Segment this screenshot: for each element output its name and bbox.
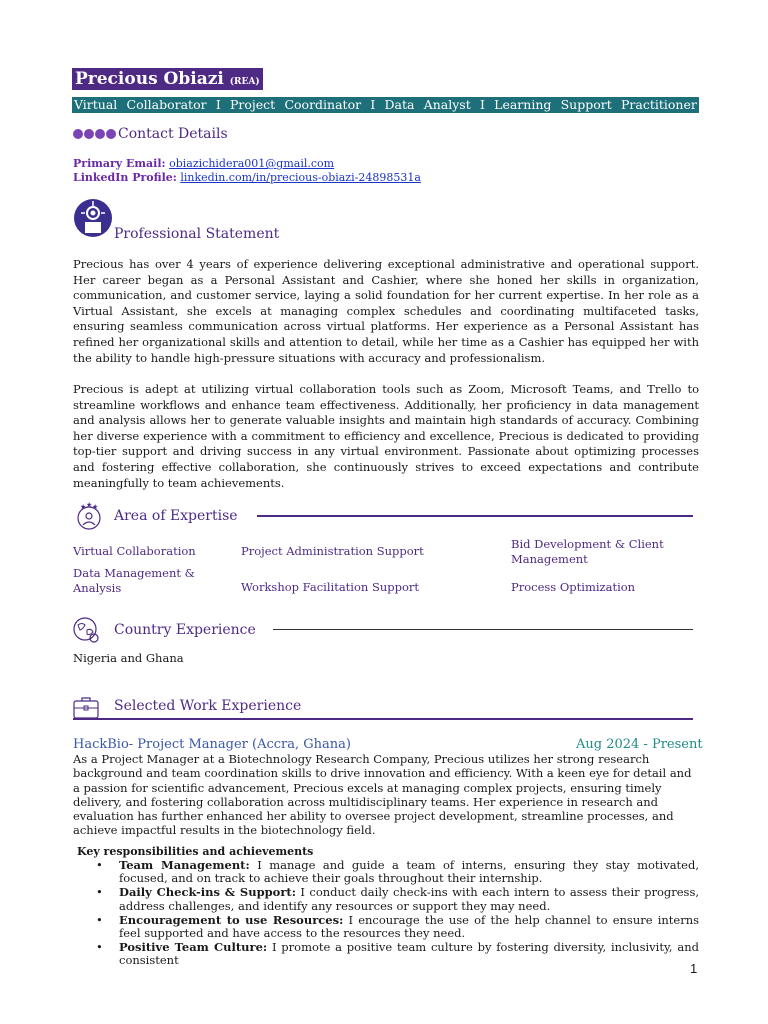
bullet-text: I promote a positive team culture by fostering diversity, inclusivity, and consistent [119,940,699,968]
expertise-item: Data Management & Analysis [73,566,195,595]
email-link[interactable]: obiazichidera001@gmail.com [169,157,335,170]
role-word: Coordinator [284,97,362,112]
list-item [96,859,699,885]
bullet-dot: • [96,912,103,927]
name-suffix: (REA) [229,77,260,87]
role-word: Analyst [423,97,471,112]
role-word: Collaborator [126,97,207,112]
contact-heading-text: Contact Details [118,126,228,142]
work-heading: Selected Work Experience [114,698,302,714]
bullet-dot: • [96,940,103,955]
linkedin-line [73,171,421,184]
job-title: HackBio- Project Manager (Accra, Ghana) [73,737,351,752]
web-icon [95,129,105,139]
role-word: Support [560,97,612,112]
svg-text:★: ★ [86,501,93,509]
bullet-dot: • [96,885,103,900]
bullet-text: I encourage the use of the help channel to ensure interns feel supported and have access to the resources they need. [119,912,700,941]
list-item [96,914,699,940]
bullet-title: Daily Check-ins & Support: [119,885,296,900]
role-word: Virtual [74,97,118,112]
location-icon [106,129,116,139]
roles-bar [72,97,699,113]
role-word: Project [230,97,276,112]
bullet-title: Positive Team Culture: [119,940,268,955]
country-value: Nigeria and Ghana [73,651,184,665]
globe-icon [72,616,102,646]
expertise-rule [257,515,693,517]
expertise-item: Process Optimization [511,580,636,594]
responsibilities-heading: Key responsibilities and achievements [77,845,314,858]
professional-statement-heading: Professional Statement [114,226,280,242]
job-date: Aug 2024 - Present [576,737,703,752]
page-number: 1 [690,961,698,976]
candidate-name: Precious Obiazi [75,69,224,89]
role-word: I [479,97,485,112]
bullet-dot: • [96,858,103,872]
role-word: Data [384,97,415,112]
linkedin-link[interactable]: linkedin.com/in/precious-obiazi-24898531a [180,171,421,184]
bullet-title: Encouragement to use Resources: [119,912,344,927]
bullet-text: I conduct daily check-ins with each intern to assess their progress, address challenges, and identify any resources or support they may need. [119,885,699,913]
country-rule [273,629,693,630]
expertise-item: Project Administration Support [241,544,424,558]
email-label: Primary Email: [73,157,166,170]
list-item [96,886,699,912]
statement-paragraph: Precious is adept at utilizing virtual collaboration tools such as Zoom, Microsoft Teams, and Trello to streamline workflows and enhance team effectiveness. Additionally, her proficiency in data management and analysis allows her to generate valuable insights and maintain high standards of accuracy. Combining her diverse experience with a commitment to efficiency and excellence, Precious is dedicated to providing top-tier support and driving success in any virtual environment. Passionate about optimizing processes and fostering effective collaboration, she continuously strives to exceed expectations and contribute meaningfully to team achievements. [73,382,699,490]
country-heading: Country Experience [114,622,256,638]
role-word: I [215,97,221,112]
bullet-text: I manage and guide a team of interns, ensuring they stay motivated, focused, and on track to achieve their goals throughout their internship. [119,858,699,886]
name-banner [72,68,263,90]
role-word: I [370,97,376,112]
list-item [96,941,699,967]
contact-icons [73,129,116,139]
phone-icon [73,129,83,139]
email-icon [84,129,94,139]
expertise-heading: Area of Expertise [114,508,238,524]
responsibilities-list [96,859,699,969]
expertise-item: Workshop Facilitation Support [241,580,420,594]
person-badge-icon [73,198,113,238]
role-word: Learning [494,97,552,112]
statement-paragraph: Precious has over 4 years of experience delivering exceptional administrative and operational support. Her career began as a Personal Assistant and Cashier, where she honed her skills in organization, communication, and customer service, laying a solid foundation for her current expertise. In her role as a Virtual Assistant, she excels at managing complex schedules and coordinating multifaceted tasks, ensuring seamless communication across virtual platforms. Her experience as a Personal Assistant has refined her organizational skills and attention to detail, while her time as a Cashier has equipped her with the ability to handle high-pressure situations with accuracy and professionalism. [73,257,699,365]
expertise-item: Bid Development & Client Management [511,537,664,566]
email-line [73,157,334,170]
work-rule [73,718,693,720]
svg-text:★: ★ [80,503,87,511]
role-word: Practitioner [621,97,697,112]
job-description: As a Project Manager at a Biotechnology Research Company, Precious utilizes her strong research background and team coordination skills to drive innovation and efficiency. With a keen eye for detail and a passion for scientific advancement, Precious excels at managing complex projects, ensuring timely delivery, and fostering collaboration across multidisciplinary teams. Her experience in research and evaluation has further enhanced her ability to oversee project development, streamline processes, and achieve impactful results in the biotechnology field. [73,752,692,838]
contact-heading [73,126,228,142]
svg-text:★: ★ [92,503,99,511]
team-stars-icon [74,501,104,531]
expertise-item: Virtual Collaboration [73,544,196,558]
linkedin-label: LinkedIn Profile: [73,171,177,184]
bullet-title: Team Management: [119,858,250,872]
